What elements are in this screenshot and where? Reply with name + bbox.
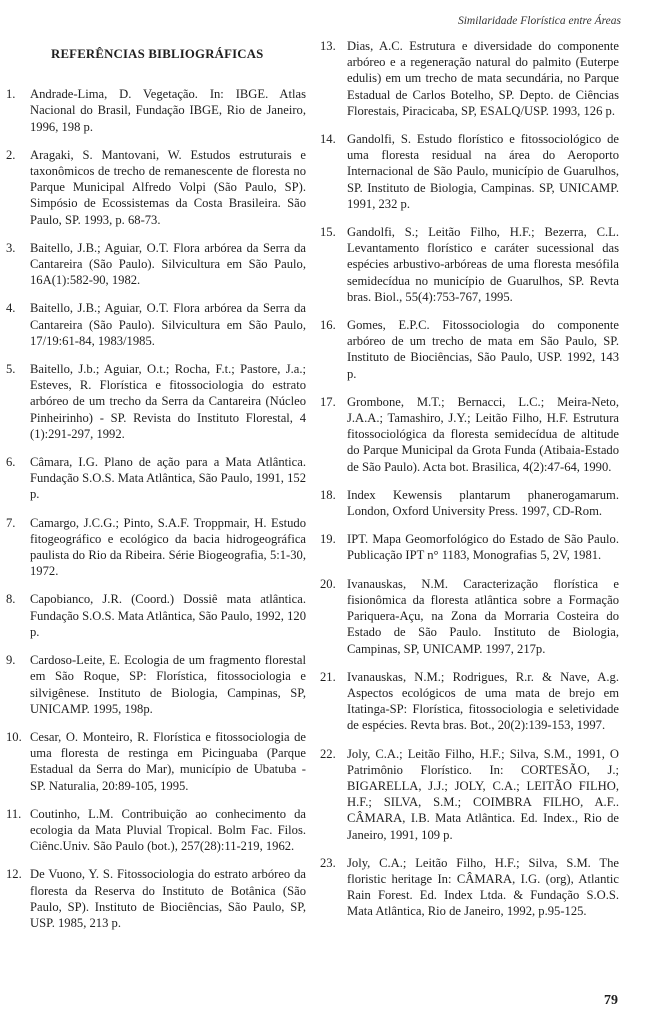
reference-number: 4. [6,301,16,316]
reference-number: 15. [320,225,336,240]
reference-entry [320,38,619,119]
reference-text: Grombone, M.T.; Bernacci, L.C.; Meira-Neto, J.A.A.; Tamashiro, J.Y.; Leitão Filho, H.F. Estrutura fitossociológica da floresta semidecídua de altitude do Parque Municipal da Grota Funda (Atibaia-Estado de São Paulo). Acta bot. Brasilica, 4(2):47-64, 1990. [347,394,619,474]
reference-number: 9. [6,653,16,668]
reference-text: Joly, C.A.; Leitão Filho, H.F.; Silva, S.M. The floristic heritage In: CÂMARA, I.G. (org), Atlantic Rain Forest. Ed. Index Ltda. & Fundação S.O.S. Mata Atlântica, Rio de Janeiro, 1992, p.95-125. [347,855,619,919]
reference-list-left [6,86,306,931]
reference-number: 2. [6,147,16,162]
reference-text: Aragaki, S. Mantovani, W. Estudos estruturais e taxonômicos de trecho de remanescente de floresta no Parque Municipal Alfredo Volpi (São Paulo, SP). Simpósio de Ecossistemas da Costa Brasileira. São Paulo, SP. 1993, p. 68-73. [30,147,306,227]
reference-number: 19. [320,532,336,547]
reference-number: 20. [320,576,336,591]
reference-number: 22. [320,746,336,761]
reference-text: Gandolfi, S. Estudo florístico e fitossociológico de uma floresta residual na área do Aeroporto Internacional de São Paulo, município de Guarulhos, SP. Instituto de Biologia, Campinas. SP, UNICAMP. 1991, 232 p. [347,132,619,211]
reference-number: 13. [320,39,336,53]
running-head: Similaridade Florística entre Áreas [457,15,621,27]
reference-entry [6,652,306,717]
reference-text: Baitello, J.B.; Aguiar, O.T. Flora arbórea da Serra da Cantareira (São Paulo). Silvicultura em São Paulo, 16A(1):582-90, 1982. [30,240,306,288]
reference-text: Gomes, E.P.C. Fitossociologia do componente arbóreo de um trecho de mata em São Paulo, SP. Instituto de Biociências, São Paulo, USP. 1992, 143 p. [347,318,619,381]
reference-number: 5. [6,362,16,377]
right-column [320,38,619,932]
reference-number: 3. [6,240,16,255]
reference-text: Baitello, J.B.; Aguiar, O.T. Flora arbórea da Serra da Cantareira (São Paulo). Silvicultura em São Paulo, 17/19:61-84, 1983/1985. [30,301,306,348]
reference-entry [320,131,619,212]
reference-text: Ivanauskas, N.M. Caracterização florística e fisionômica da floresta atlântica sobre a Formação Pariquera-Açu, na Zona da Morraria Costeira do Estado de São Paulo. Instituto de Biologia, Campinas, SP, UNICAMP. 1997, 217p. [347,576,619,656]
reference-text: IPT. Mapa Geomorfológico do Estado de São Paulo. Publicação IPT n° 1183, Monografias 5, 2V, 1981. [347,532,619,563]
reference-number: 1. [6,87,16,102]
left-column [6,38,306,943]
reference-number: 10. [6,729,22,744]
reference-text: Index Kewensis plantarum phanerogamarum. London, Oxford University Press. 1997, CD-Rom. [347,487,619,519]
reference-number: 17. [320,394,336,409]
reference-text: Cesar, O. Monteiro, R. Florística e fitossociologia de uma floresta de restinga em Picinguaba (Parque Estadual da Serra do Mar), município de Ubatuba - SP. Naturalia, 20:89-105, 1995. [30,729,306,793]
reference-entry [6,300,306,349]
reference-list-right [320,38,619,920]
section-title: REFERÊNCIAS BIBLIOGRÁFICAS [51,47,264,61]
reference-text: Baitello, J.b.; Aguiar, O.t.; Rocha, F.t.; Pastore, J.a.; Esteves, R. Florística e fitossociologia do estrato arbóreo de um trecho da Serra da Cantareira (Núcleo Pinheirinho) - SP. Revista do Instituto Florestal, 4 (1):291-297, 1992. [30,362,306,441]
reference-entry [6,515,306,580]
reference-entry [6,866,306,931]
reference-entry [320,576,619,657]
reference-entry [6,240,306,289]
reference-number: 12. [6,867,22,882]
reference-text: Câmara, I.G. Plano de ação para a Mata Atlântica. Fundação S.O.S. Mata Atlântica, São Paulo, 1991, 152 p. [30,455,306,502]
reference-entry [320,855,619,920]
reference-text: Joly, C.A.; Leitão Filho, H.F.; Silva, S.M., 1991, O Patrimônio Florístico. In: CORTESÃO, J.; BIGARELLA, J.J.; JOLY, C.A.; LEITÃO FILHO, H.F.; SILVA, S.M.; COIMBRA FILHO, A.F.. CÂMARA, I.B. Mata Atlântica. Ed. Index., Rio de Janeiro, 1991, 109 p. [347,746,619,842]
reference-entry [320,394,619,475]
reference-text: Ivanauskas, N.M.; Rodrigues, R.r. & Nave, A.g. Aspectos ecológicos de uma mata de brejo em Itatinga-SP: Florística, fitossociologia e seletividade de espécies. Revta bras. Bot., 20(2):139-153, 1997. [347,669,619,733]
reference-entry [6,729,306,794]
reference-entry [320,224,619,305]
reference-entry [6,591,306,640]
reference-entry [320,746,619,843]
reference-entry [320,531,619,563]
reference-text: Dias, A.C. Estrutura e diversidade do componente arbóreo e a regeneração natural do palmito (Euterpe edulis) em um trecho de mata secundária, no Parque Estadual de Carlos Botelho, SP. Depto. de Ciências Florestais, Piracicaba, SP, ESALQ/USP. 1993, 126 p. [347,39,619,118]
reference-entry [320,317,619,382]
reference-text: De Vuono, Y. S. Fitossociologia do estrato arbóreo da floresta da Reserva do Instituto de Botânica (São Paulo, SP). Instituto de Biociências, São Paulo, SP, USP. 1985, 213 p. [30,867,306,930]
reference-text: Coutinho, L.M. Contribuição ao conhecimento da ecologia da Mata Pluvial Tropical. Bolm Fac. Filos. Ciênc.Univ. São Paulo (bot.), 257(28):11-219, 1962. [30,806,306,854]
reference-text: Capobianco, J.R. (Coord.) Dossiê mata atlântica. Fundação S.O.S. Mata Atlântica, São Paulo, 1992, 120 p. [30,592,306,639]
reference-entry [6,454,306,503]
reference-entry [320,487,619,519]
reference-entry [6,806,306,855]
reference-number: 6. [6,455,16,470]
reference-number: 8. [6,592,16,607]
reference-entry [6,86,306,135]
reference-entry [6,361,306,442]
reference-entry [320,669,619,734]
reference-text: Camargo, J.C.G.; Pinto, S.A.F. Troppmair, H. Estudo fitogeográfico e ecológico da bacia hidrogeográfica paulista do Rio da Ribeira. Série Biogeografia, 5:1-30, 1972. [30,515,306,579]
reference-text: Cardoso-Leite, E. Ecologia de um fragmento florestal em São Roque, SP: Florística, fitossociologia e silvigênese. Instituto de Biologia, Campinas, SP, UNICAMP. 1995, 198p. [30,653,306,716]
reference-number: 23. [320,855,336,870]
reference-entry [6,147,306,228]
reference-text: Gandolfi, S.; Leitão Filho, H.F.; Bezerra, C.L. Levantamento florístico e caráter sucessional das espécies arbustivo-arbóreas de uma floresta mesófila semidecídua no município de Guarulhos, SP. Revta bras. Biol., 55(4):753-767, 1995. [347,225,619,304]
reference-number: 11. [6,806,22,821]
page-number: 79 [604,993,618,1008]
reference-number: 7. [6,515,16,530]
reference-number: 18. [320,487,336,502]
reference-number: 21. [320,669,336,684]
reference-text: Andrade-Lima, D. Vegetação. In: IBGE. Atlas Nacional do Brasil, Fundação IBGE, Rio de Janeiro, 1996, 198 p. [30,87,306,134]
reference-number: 16. [320,318,336,333]
reference-number: 14. [320,132,336,147]
